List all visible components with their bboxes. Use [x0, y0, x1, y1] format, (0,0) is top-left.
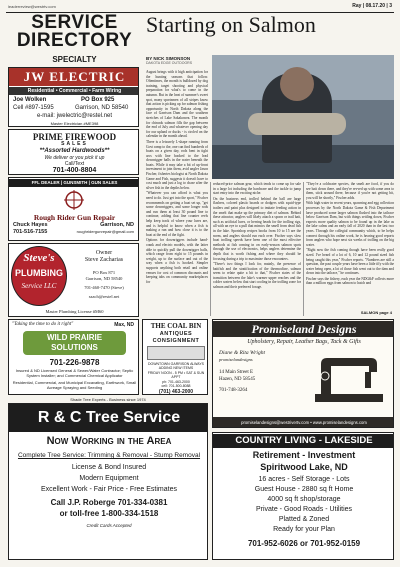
article-paragraph: There is a leisurely L-shape running from Govt ramp to the, one can find hundreds of boats on a given day, rods bent in tight arcs with line hooked to the lead downrigger balls in the water beneath the boats. While it may take a bit of up-front investment to join them, avid angler Jason Fischer, fisheries biologist at North Dakota Game and Fish, suggests it doesn't have to cost much and just a log to chase after the silver fish in the depths below.: [146, 139, 208, 190]
article-source: DAKOTA EDGE OUTDOORS: [146, 61, 193, 65]
jw-phone: Cell #897-1595: [13, 105, 54, 111]
steves-owner-label: Owner: [95, 250, 113, 256]
header-page-info: Ray | 08.17.20 | 3: [352, 3, 392, 9]
coal-text: DOWNTOWN GARRISON ALWAYS ADDING NEW ITEMS: [147, 362, 205, 371]
article-paragraph: Fischer says the fishery, each year the NDG&F collects more than a million eggs from salmon to hatch and: [306, 276, 394, 286]
coal-hours: FRIDAY NOON - 5 PM • SAT & SUN APPT: [147, 371, 205, 380]
jw-city: Garrison, ND 58540: [75, 105, 129, 111]
wild-name-2: SOLUTIONS: [51, 343, 98, 352]
rough-phone: 701-516-7155: [13, 229, 48, 235]
wild-phone: 701-226-9878: [49, 358, 100, 367]
steves-site: szach@restel.net: [88, 294, 120, 299]
article-photo: [212, 55, 394, 179]
country-line-3: 4000 sq ft shop/storage: [267, 496, 341, 503]
jw-name: Joe Wolken: [13, 97, 47, 103]
rc-title: R & C Tree Service: [9, 404, 208, 432]
directory-title-2: DIRECTORY: [16, 30, 133, 51]
coal-photo: [147, 346, 205, 360]
jw-email: e-mail: jwelectric@restel.net: [36, 113, 113, 119]
promiseland-ad: [212, 319, 394, 428]
article-paragraph: "There's two things I look for, mainly, the presence of baitfish and the stratification of the thermocline, salmon seem to relate quite a bit to that," Fischer states of the transition between the lake's warmer upper reaches and the colder waters below that start cooling in the trolling zone for salmon and their preferred forage.: [213, 262, 301, 290]
article-column-1: [146, 70, 208, 315]
country-line-4: Private - Good Roads - Utilities: [255, 506, 353, 513]
promiseland-address-1: 14 Main Street E: [219, 370, 254, 375]
jw-license: Master Electrician #ME398: [50, 121, 99, 126]
rc-line-6: or toll-free 1-800-334-1518: [59, 509, 159, 518]
country-sub: Retirement - Investment: [252, 450, 356, 460]
steves-city: Garrison, ND 58540: [85, 276, 123, 281]
rough-owner: Chuck Hayes: [13, 222, 48, 228]
coal-title: THE COAL BIN: [150, 322, 202, 330]
rc-sub: Now Working in the Area: [46, 435, 172, 447]
country-title: COUNTRY LIVING - LAKESIDE: [213, 434, 394, 448]
promiseland-handle: promiselandesigns: [219, 357, 253, 362]
directory-section: SPECIALTY: [52, 55, 97, 64]
article-column-2: [213, 182, 301, 316]
coal-sub-2: CONSIGNMENT: [152, 338, 200, 344]
steves-license: Master Plumbing License #M60: [45, 309, 104, 314]
wild-desc-2: Residential, Commercial, and Municipal Excavating, Earthwork, Small Acreage Spraying and Seeding: [12, 380, 137, 390]
shade-tree-text: Shade Tree Experts - Business since 1974: [70, 397, 146, 402]
coal-sub-1: ANTIQUES: [159, 331, 193, 337]
article-byline: BY NICK SIMONSON: [146, 56, 191, 61]
coal-phone-2: (701) 463-2000: [158, 389, 194, 395]
rough-email: roughridergunrepair@gmail.com: [76, 229, 134, 234]
coal-cell: cell: 701-500-8088: [161, 384, 191, 388]
country-place: Spiritwood Lake, ND: [260, 462, 348, 472]
promiseland-title: Promiseland Designs: [213, 321, 394, 337]
country-phone: 701-952-6026 or 701-952-0159: [247, 539, 361, 548]
wild-mark: Max, ND: [114, 322, 134, 328]
promiseland-tagline: Upholstery, Repair, Leather Bags, Tack & Gifts: [247, 339, 361, 345]
rough-name: Rough Rider Gun Repair: [33, 213, 116, 222]
steves-plumbing-ad: [8, 243, 139, 317]
rc-line-7: Credit Cards Accepted: [86, 523, 132, 528]
article-paragraph: With high water in recent years, spawning and egg collection processes by the North Dakota Game & Fish Department have produced some larger salmon flushed into the tailrace below Garrison Dam, but with things settling down, Fischer expects more quality salmon to be found up in the lake as the lake calms and an early fall of 2020 than in the last two years. Through the collegial community which, to be helps connect through his online work, he is hearing good reports from anglers who hope next six weeks of trolling on the big water.: [306, 201, 394, 247]
rough-city: Garrison, ND: [100, 222, 134, 228]
prime-title: PRIME FIREWOOD: [32, 132, 117, 142]
jw-electric-logo: JW ELECTRIC: [9, 68, 139, 86]
article-paragraph: Options for downriggers include hand-crank and electric models, with the latter able to quickly pull the downrigger balls, which range from eight to 15 pounds in weight, up to the surface and out of the way when a fish is hooked. Simpler supports anything both retail and online venues for cost of common discounts and keeping tabs on community marketplaces for: [146, 238, 208, 284]
jw-box: PO Box 925: [81, 97, 115, 103]
wild-prairie-ad: [8, 319, 139, 395]
wild-name-1: WILD PRAIRIE: [46, 333, 103, 342]
rc-line-1: Complete Tree Service: Trimming & Removal - Stump Removal: [17, 452, 201, 459]
article-paragraph: August brings with it high anticipation for the hunting seasons that follow. Oftentimes, the month is bulldozed by dog training, target shooting and physical preparation for what's to come in the autumn. But in the heat of summer's sweet spot, many sportsmen of all stripes know that action is picking up for salmon fishing opportunity in North Dakota along the face of Garrison Dam and the southern stretches of Lake Sakakawea. The month for chinook salmon fills the gap between the end of July and whatever opening day for our upland or ducks - is circled on the calendar in the month ahead.: [146, 70, 208, 139]
country-line-5: Platted & Zoned: [278, 516, 330, 523]
sewing-machine-icon: [309, 350, 389, 406]
article-paragraph: On the business end, trolled behind the ball are large flashers, colored plastic boards or dodgers with squid-type trailers and paint plus designed to imitate feeding action in the smelt that make up the primary diet of salmon. Behind these attractor, anglers will likely attach a spoon or trail bait, such as artificial lures, or herring heads for the trolling rigs, all with an eye to a pull that mimics the smell from dead fish in the lake. Sportshop recipes books from 10 to 15 are the norm, and anglers should run each over. Fischer says slow boat trolling speeds have been one of the most effective methods at fish coming in on early-season salmon spots through the use of electronics, helps anglers determine the depth that is worth fishing and where they should be focusing during a trip to maximize those encounters.: [213, 196, 301, 261]
rc-tree-ad: [8, 403, 208, 560]
prime-call-text: Call/Text: [64, 161, 85, 167]
prime-deliver: We deliver or you pick it up: [44, 155, 105, 161]
rough-rider-ad: [8, 177, 139, 241]
jw-electric-ad: [8, 67, 139, 127]
article-continued: SALMON page 4: [360, 310, 392, 315]
prime-assorted: **Assorted Hardwoods**: [39, 148, 110, 154]
steves-box: PO Box 871: [92, 270, 116, 275]
steves-logo-3: Service LLC: [21, 282, 57, 290]
steves-owner: Steve Zacharias: [84, 257, 124, 263]
country-line-1: 16 acres - Self Storage - Lots: [258, 476, 350, 483]
wild-slogan: "Taking the time to do it right": [12, 322, 74, 327]
prime-phone: 701-400-8804: [52, 167, 97, 174]
rc-line-5: Call J.P. Roberge 701-334-0381: [50, 498, 168, 507]
prime-sales: SALES: [61, 141, 88, 147]
wild-desc: Insured & ND Licensed General & Sewer/Water Contractor; Septic System Installer; and Commercial Chemical Applicator: [15, 368, 134, 378]
article-paragraph: reduced-price salmon gear, which tends to come up for sale in a large lot including the hardware and the tackle to jump start entry into the exciting niche.: [213, 182, 301, 196]
coal-bin-ad: [142, 319, 208, 395]
steves-logo-1: Steve's: [23, 252, 55, 264]
header-email: leaderreview@westrtv.com: [8, 4, 56, 9]
directory-title-1: SERVICE: [31, 12, 118, 33]
rc-line-3: Modern Equipment: [79, 475, 139, 482]
coal-phone: ph: 701-463-2000: [162, 380, 190, 384]
crosshair-icon: [63, 189, 85, 211]
rough-tagline: FFL DEALER | GUNSMITH | GUN SALES: [9, 179, 139, 187]
article-paragraph: "Whatever you can afford is what you need to do. Just get into the sport," Fischer recommends on getting a boat set up, "get some downriggers, and some longer rods and run them at least 30 pound line to continue, adding that line counter reels help keep track of where your lures are, and is helpful to know when a fish is making a run and how close it is to the boat at the end of the fight.: [146, 191, 208, 237]
article-headline: Starting on Salmon: [146, 12, 316, 37]
promiseland-name: Diane & Rita Wright: [219, 350, 265, 356]
country-line-2: Guest House - 2880 sq ft Home: [254, 486, 354, 493]
promiseland-web: promiselandesigns@westrivertv.com • www.promiselandesigns.com: [213, 417, 394, 428]
jw-services: Residential • Commercial • Farm Wiring: [9, 87, 139, 95]
promiseland-address-2: Hazen, ND 58545: [219, 377, 256, 382]
country-line-6: Ready for your Plan: [273, 526, 335, 533]
prime-firewood-ad: [8, 129, 139, 175]
promiseland-phone: 701-748-3264: [219, 388, 248, 393]
steves-phone: 701-460-7470 (Steve): [84, 285, 124, 290]
article-column-3: [306, 182, 394, 309]
rc-line-2: License & Bond Insured: [71, 464, 147, 471]
article-paragraph: "Right now the fish coming though have been really good sized. I've heard of a lot of 6, 10 and 12 pound sized fish being caught this year," Fischer reports. "Numbers are still a question, the past couple years have been a little iffy with the water being open, a lot of those fish went out to the dam and down into the tailrace," he continues.: [306, 248, 394, 276]
steves-logo-2: PLUMBING: [15, 268, 63, 278]
country-living-ad: [212, 432, 394, 560]
article-paragraph: "They're a coldwater species, the smelt are food, if you do see bait down there, and they're revved up with some area to them, stick around there, because if you're not getting bit, you will be shortly," Fischer adds.: [306, 182, 394, 200]
rc-line-4: Excellent Work - Fair Price - Free Estimates: [40, 486, 177, 493]
